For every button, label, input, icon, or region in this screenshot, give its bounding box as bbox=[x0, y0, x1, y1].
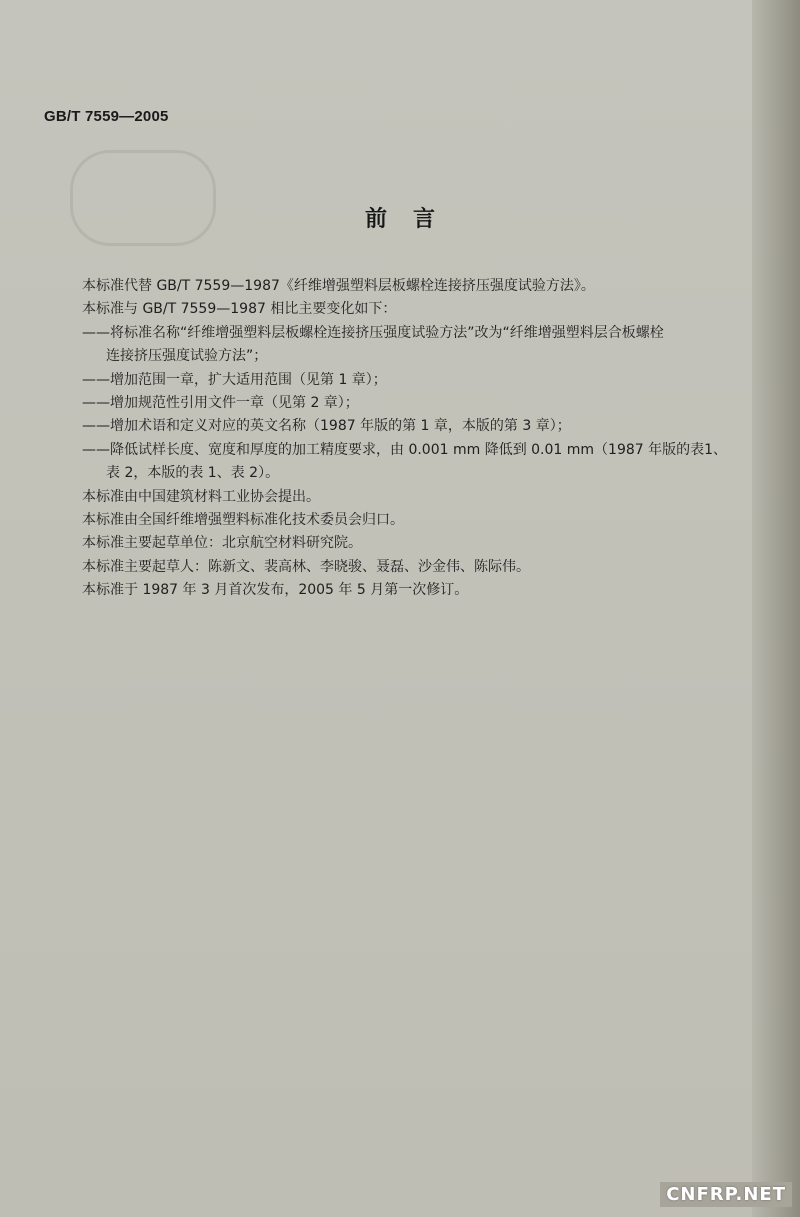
preface-line: 本标准与 GB/T 7559—1987 相比主要变化如下： bbox=[82, 301, 397, 318]
preface-line: 本标准于 1987 年 3 月首次发布，2005 年 5 月第一次修订。 bbox=[82, 582, 469, 599]
preface-line: 本标准主要起草单位：北京航空材料研究院。 bbox=[82, 535, 362, 552]
preface-body bbox=[82, 275, 742, 602]
preface-line: 本标准主要起草人：陈新文、裴高林、李晓骏、聂磊、沙金伟、陈际伟。 bbox=[82, 558, 530, 575]
page-title: 前言 bbox=[364, 207, 461, 232]
preface-line: ——降低试样长度、宽度和厚度的加工精度要求，由 0.001 mm 降低到 0.01 mm（1987 年版的表1、 bbox=[82, 441, 728, 458]
preface-line: 本标准代替 GB/T 7559—1987《纤维增强塑料层板螺栓连接挤压强度试验方法》。 bbox=[82, 278, 595, 294]
preface-line: ——将标准名称“纤维增强塑料层板螺栓连接挤压强度试验方法”改为“纤维增强塑料层合板螺栓 bbox=[82, 324, 664, 341]
preface-line: ——增加规范性引用文件一章（见第 2 章）； bbox=[82, 394, 359, 411]
preface-line: 本标准由中国建筑材料工业协会提出。 bbox=[82, 488, 320, 505]
preface-line: 表 2，本版的表 1、表 2）。 bbox=[106, 465, 280, 482]
preface-line: ——增加范围一章，扩大适用范围（见第 1 章）； bbox=[82, 371, 387, 388]
preface-line: 本标准由全国纤维增强塑料标准化技术委员会归口。 bbox=[82, 511, 404, 528]
preface-line: 连接挤压强度试验方法”； bbox=[106, 348, 268, 365]
standard-code: GB/T 7559—2005 bbox=[44, 108, 169, 125]
page-edge-shadow bbox=[752, 0, 800, 1217]
preface-line: ——增加术语和定义对应的英文名称（1987 年版的第 1 章，本版的第 3 章）； bbox=[82, 418, 571, 435]
site-watermark: CNFRP.NET bbox=[660, 1182, 792, 1207]
